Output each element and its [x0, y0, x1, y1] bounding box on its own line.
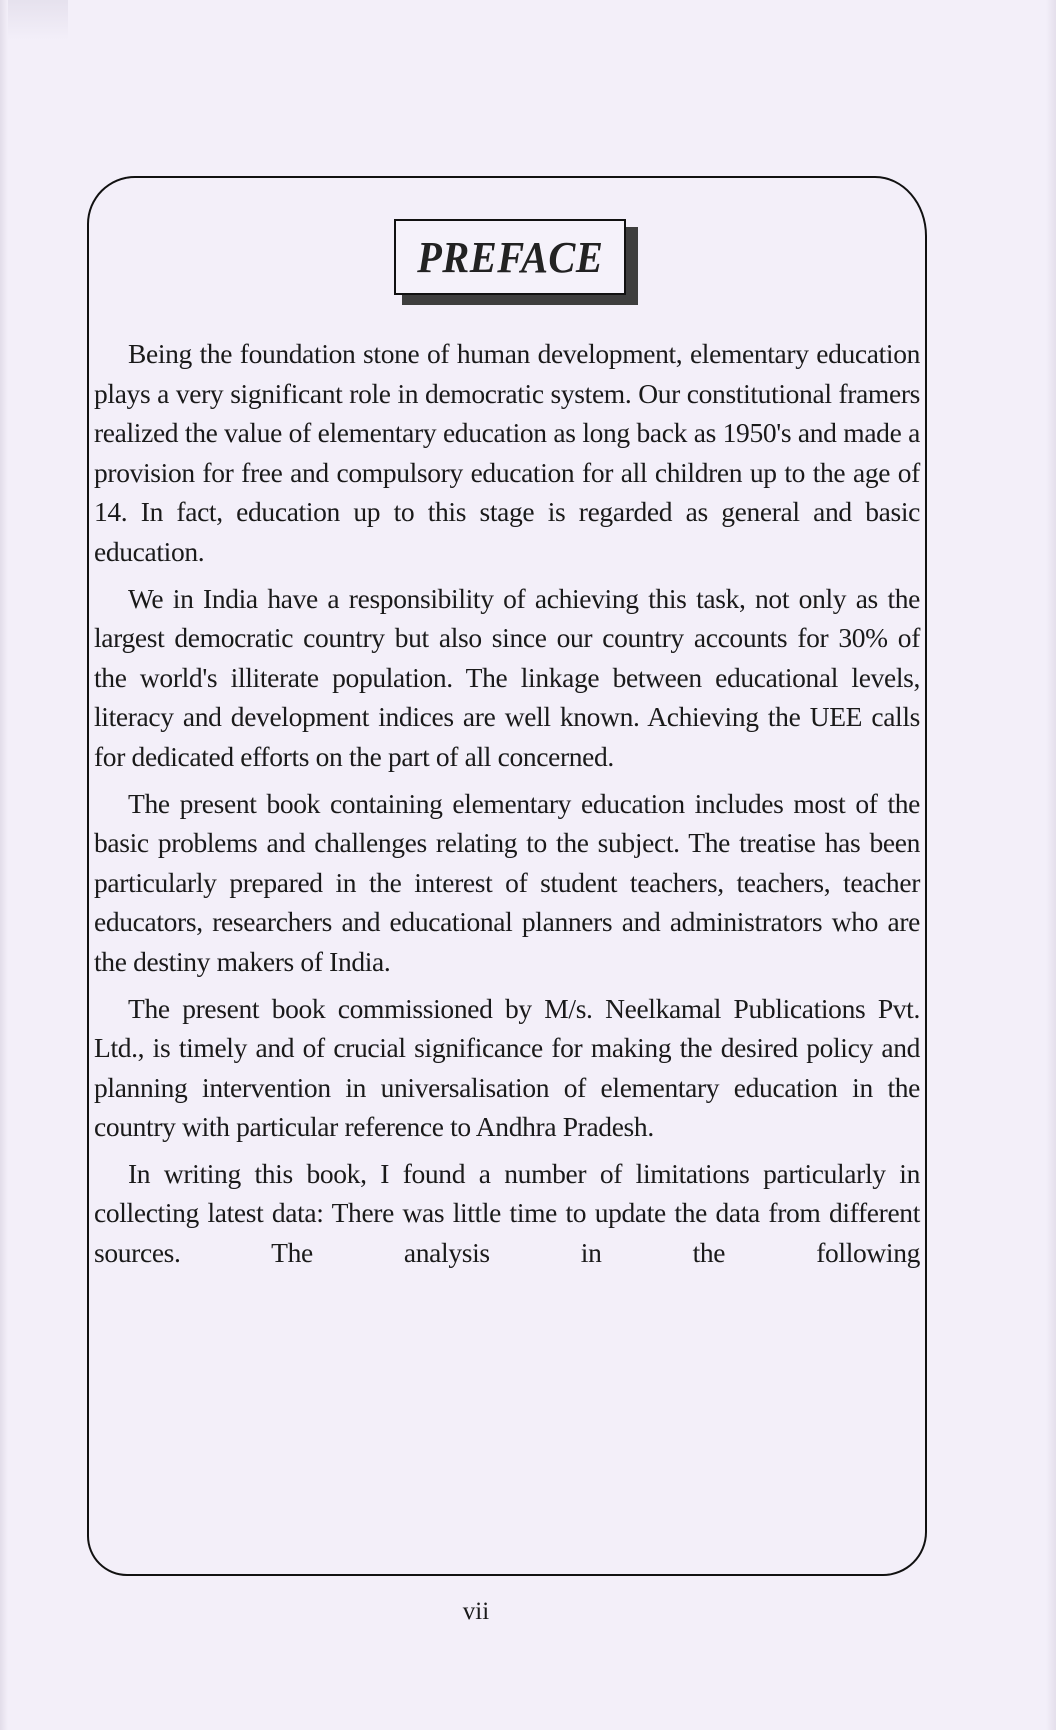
- page-number: vii: [462, 1598, 490, 1625]
- paragraph-foundation: Being the foundation stone of human development, elementary education plays a very significant role in democratic system. Our constitutional framers realized the value of elementary education as long back as 1950's and made a provision for free and compulsory education for all children up to the age of 14. In fact, education up to this stage is regarded as general and basic education.: [94, 338, 920, 567]
- preface-title-block: [394, 219, 632, 299]
- preface-body: [94, 334, 920, 1280]
- paragraph-limitations: In writing this book, I found a number of limitations particularly in collecting latest data: There was little time to update the data from different sources. The analysis in the following: [94, 1157, 920, 1269]
- title-box: [394, 219, 626, 295]
- page-edge-right: [1046, 0, 1056, 1730]
- scan-artifact: [8, 0, 68, 40]
- page-title: PREFACE: [416, 232, 604, 282]
- paragraph-book-contents: The present book containing elementary education includes most of the basic problems and challenges relating to the subject. The treatise has been particularly prepared in the interest of student teachers, teachers, teacher educators, researchers and educational planners and administrators who are the destiny makers of India.: [94, 787, 920, 977]
- paragraph-responsibility: We in India have a responsibility of achieving this task, not only as the largest democratic country but also since our country accounts for 30% of the world's illiterate population. The linkage between educational levels, literacy and development indices are well known. Achieving the UEE calls for dedicated efforts on the part of all concerned.: [94, 582, 920, 772]
- paragraph-commission: The present book commissioned by M/s. Neelkamal Publications Pvt. Ltd., is timely and of crucial significance for making the desired policy and planning intervention in universalisation of elementary education in the country with particular reference to Andhra Pradesh.: [94, 992, 920, 1143]
- page-edge-left: [0, 0, 8, 1730]
